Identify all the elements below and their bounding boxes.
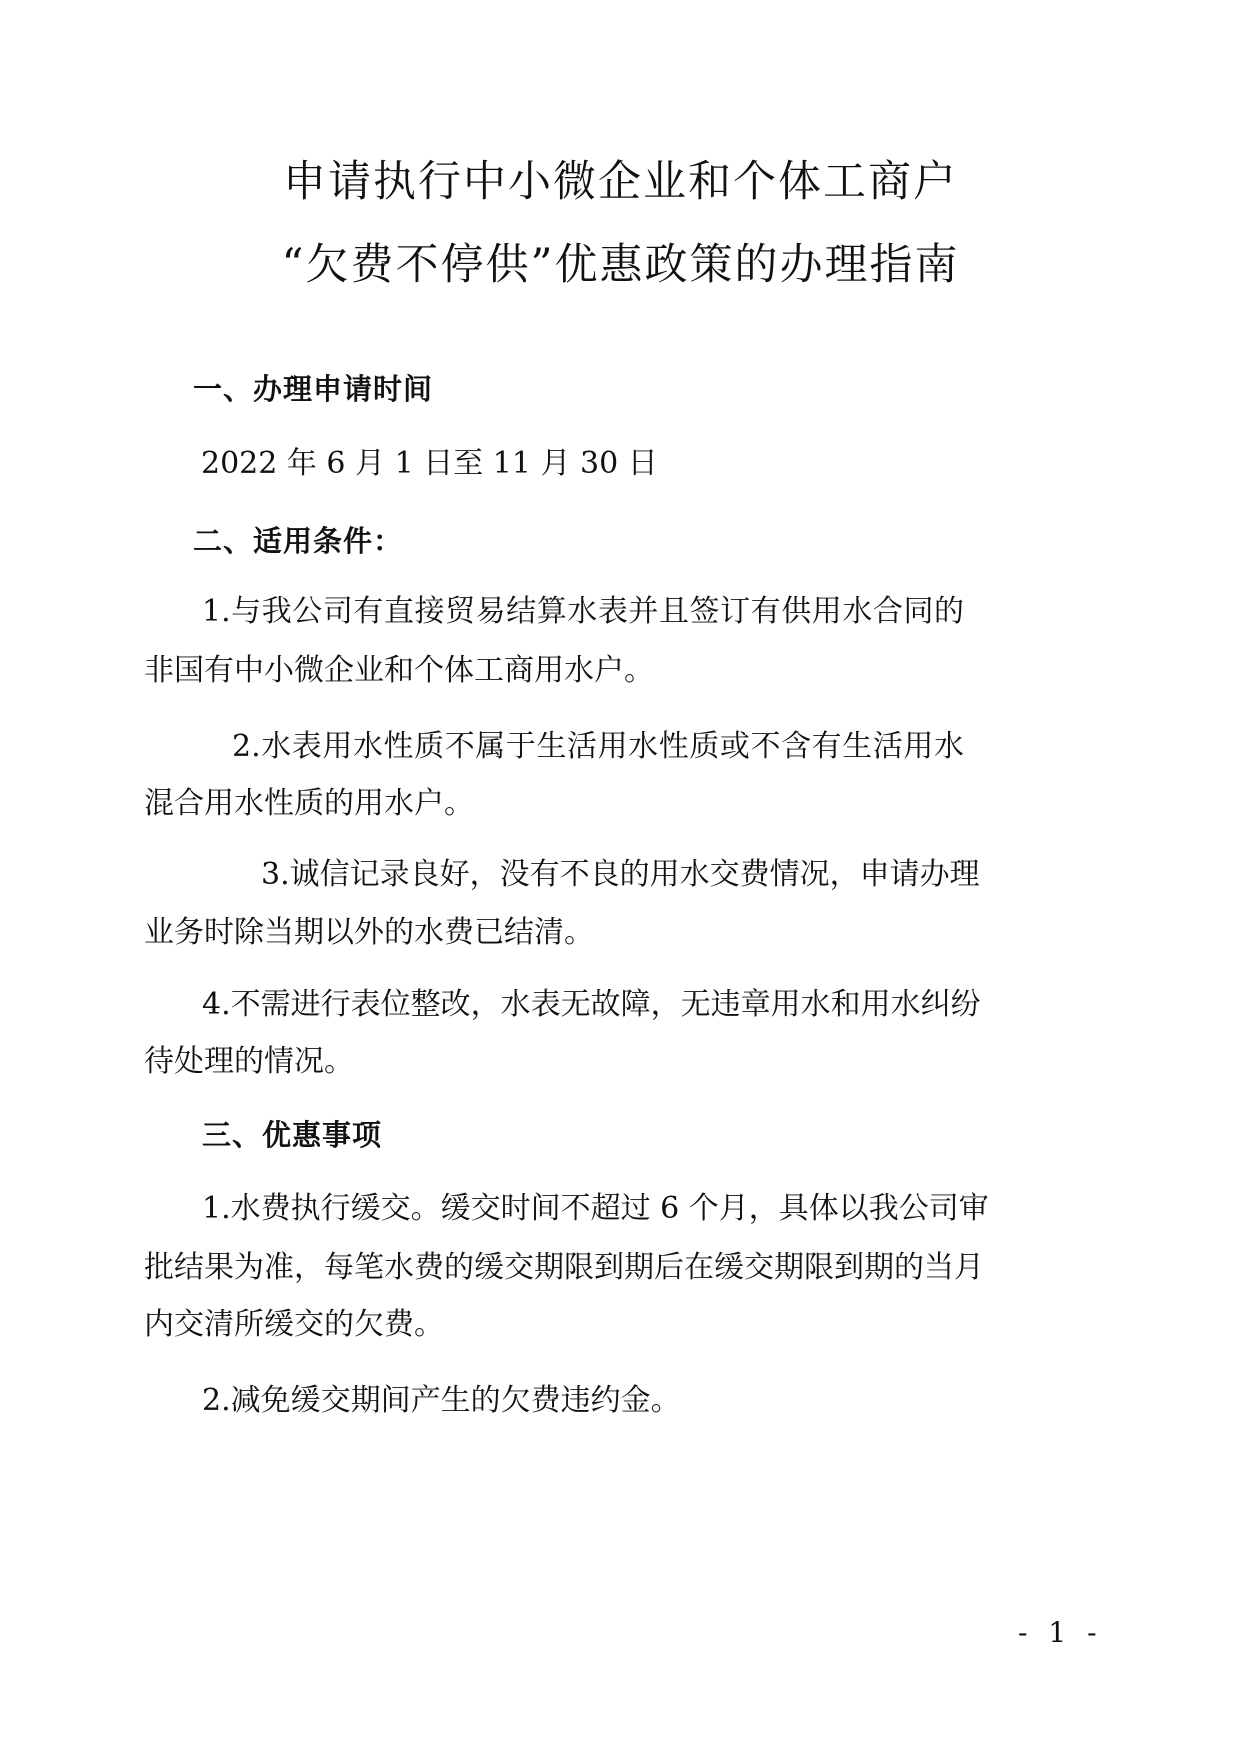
- page-number: - 1 -: [1018, 1616, 1103, 1649]
- condition-2-line2: 混合用水性质的用水户。: [144, 786, 474, 821]
- document-title-line2: “欠费不停供”优惠政策的办理指南: [281, 240, 960, 290]
- section3-heading: 三、优惠事项: [202, 1118, 383, 1152]
- condition-3-line1: 3.诚信记录良好，没有不良的用水交费情况，申请办理: [261, 857, 980, 892]
- condition-4-line1: 4.不需进行表位整改，水表无故障，无违章用水和用水纠纷: [202, 987, 981, 1022]
- benefit-1-line1: 1.水费执行缓交。缓交时间不超过 6 个月，具体以我公司审: [202, 1191, 989, 1226]
- condition-4-line2: 待处理的情况。: [144, 1044, 354, 1079]
- condition-3-line2: 业务时除当期以外的水费已结清。: [144, 915, 594, 950]
- section1-heading: 一、办理申请时间: [193, 372, 434, 406]
- section2-heading: 二、适用条件：: [193, 524, 404, 558]
- benefit-1-line2: 批结果为准，每笔水费的缓交期限到期后在缓交期限到期的当月: [144, 1250, 984, 1285]
- benefit-1-line3: 内交清所缓交的欠费。: [144, 1307, 444, 1342]
- document-title-line1: 申请执行中小微企业和个体工商户: [283, 157, 958, 207]
- section1-content: 2022 年 6 月 1 日至 11 月 30 日: [201, 446, 658, 481]
- condition-1-line1: 1.与我公司有直接贸易结算水表并且签订有供用水合同的: [202, 594, 964, 629]
- benefit-2-line1: 2.减免缓交期间产生的欠费违约金。: [202, 1383, 681, 1418]
- condition-2-line1: 2.水表用水性质不属于生活用水性质或不含有生活用水: [232, 729, 964, 764]
- condition-1-line2: 非国有中小微企业和个体工商用水户。: [144, 653, 654, 688]
